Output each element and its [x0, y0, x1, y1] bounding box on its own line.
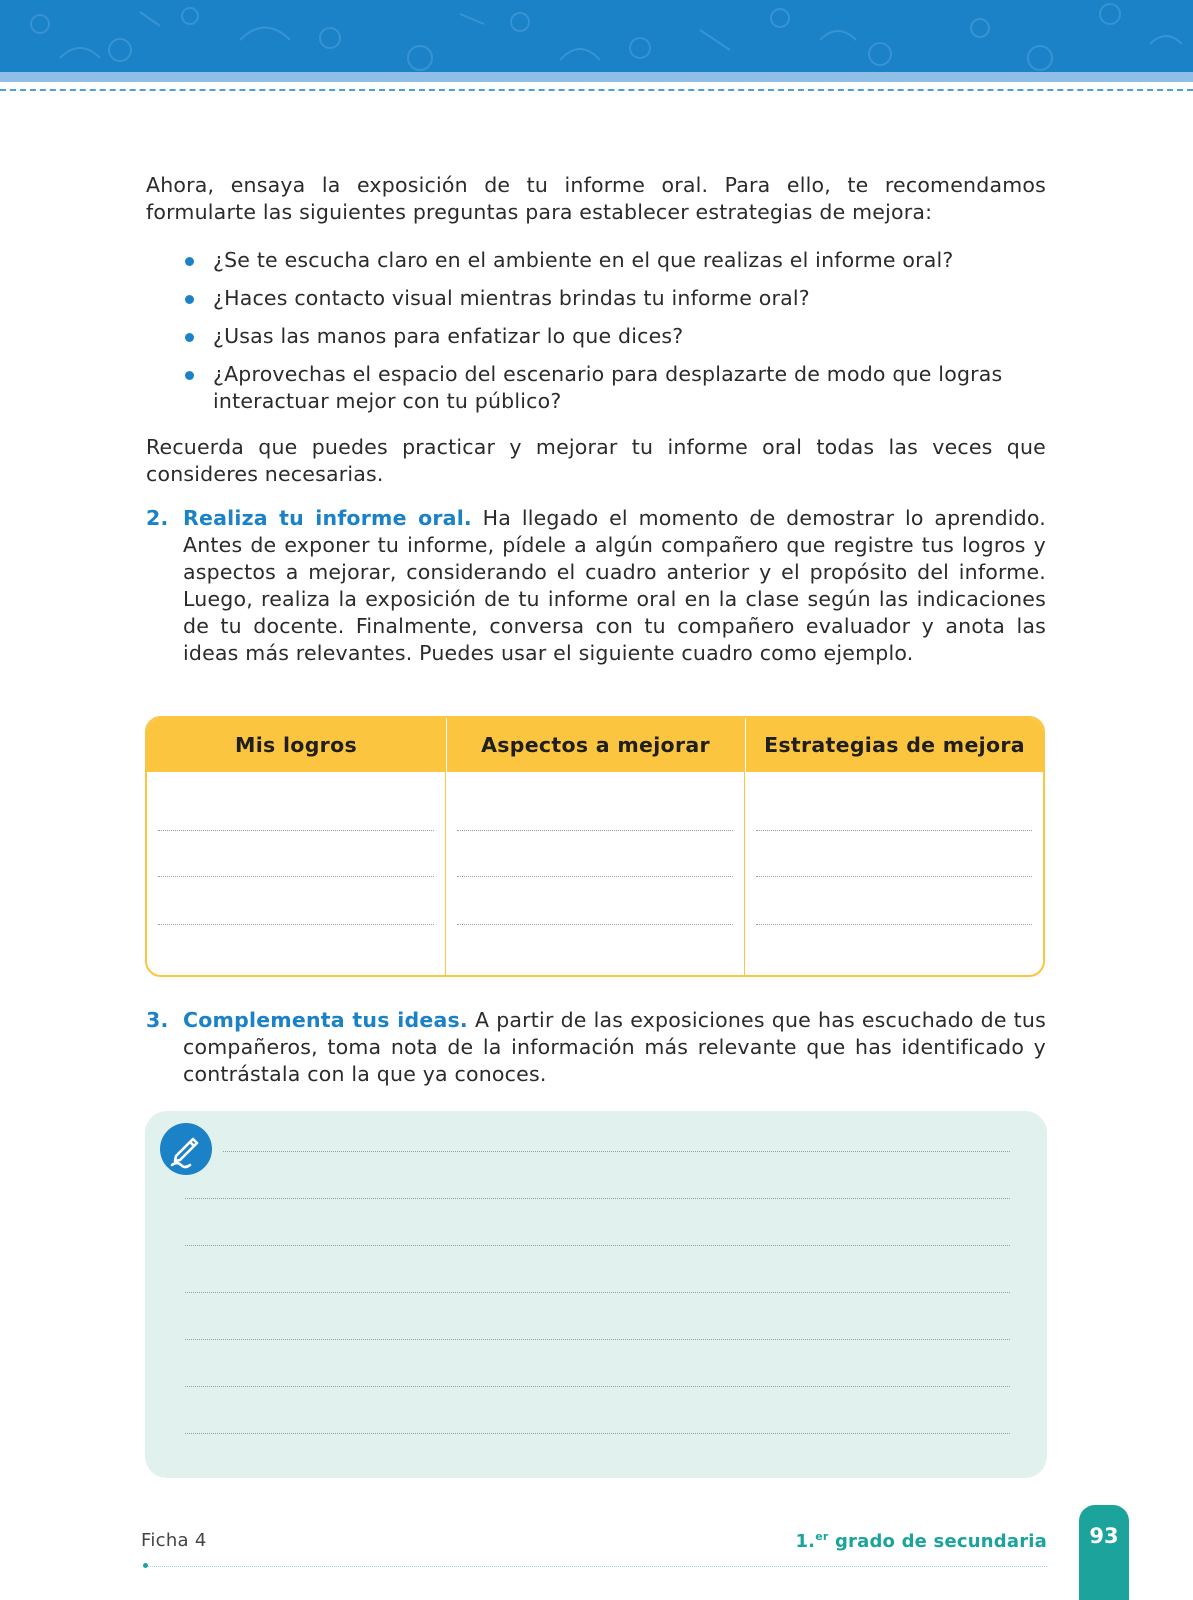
write-line[interactable] — [185, 1386, 1010, 1387]
step-text: Ha llegado el momento de demostrar lo aprendido. Antes de exponer tu informe, pídele a algún compañero que registre tus logros y aspectos a mejorar, considerando el cuadro anterior y el propósito del informe. Luego, realiza la exposición de tu informe oral en la clase según las indicaciones de tu docente. Finalmente, conversa con tu compañero evaluador y anota las ideas más relevantes. Puedes usar el siguiente cuadro como ejemplo. — [183, 506, 1046, 665]
evaluation-table — [145, 716, 1045, 977]
page-number: 93 — [1079, 1505, 1129, 1600]
write-line[interactable] — [223, 1151, 1010, 1152]
write-line[interactable] — [185, 1198, 1010, 1199]
column-header: Aspectos a mejorar — [446, 718, 744, 772]
header-dashed-rule — [0, 89, 1193, 91]
write-line[interactable] — [756, 830, 1032, 831]
table-column — [147, 718, 445, 975]
write-line[interactable] — [158, 830, 434, 831]
step-3 — [146, 1007, 1046, 1088]
write-line[interactable] — [457, 830, 733, 831]
step-number: 3. — [146, 1008, 169, 1032]
column-header: Estrategias de mejora — [745, 718, 1043, 772]
bullet-dot-icon — [185, 295, 194, 304]
footer-grade: 1.$^{er}$ grado de secundaria — [795, 1530, 1047, 1552]
doodle-pattern — [0, 0, 1193, 72]
bullet-dot-icon — [185, 333, 194, 342]
list-item: ¿Aprovechas el espacio del escenario para desplazarte de modo que logras interactuar mejor con tu público? — [146, 361, 1046, 415]
intro-paragraph: Ahora, ensaya la exposición de tu informe oral. Para ello, te recomendamos formularte las siguientes preguntas para establecer estrategias de mejora: — [146, 173, 1046, 224]
footer-dot — [143, 1563, 148, 1568]
reminder-paragraph: Recuerda que puedes practicar y mejorar tu informe oral todas las veces que consideres necesarias. — [146, 435, 1046, 486]
header-banner — [0, 0, 1193, 72]
step-body — [183, 1007, 1046, 1088]
write-line[interactable] — [185, 1339, 1010, 1340]
header-stripe — [0, 72, 1193, 82]
table-column — [445, 718, 744, 975]
question-list — [146, 247, 1046, 426]
write-line[interactable] — [756, 924, 1032, 925]
footer-ficha: Ficha 4 — [141, 1530, 207, 1551]
step-lead: Complementa tus ideas. — [183, 1008, 468, 1032]
list-item: ¿Usas las manos para enfatizar lo que dices? — [146, 323, 1046, 350]
write-line[interactable] — [158, 876, 434, 877]
bullet-dot-icon — [185, 371, 194, 380]
write-line[interactable] — [457, 876, 733, 877]
notes-box — [145, 1111, 1047, 1478]
write-line[interactable] — [185, 1433, 1010, 1434]
list-item: ¿Haces contacto visual mientras brindas tu informe oral? — [146, 285, 1046, 312]
bullet-dot-icon — [185, 257, 194, 266]
step-text: A partir de las exposiciones que has escuchado de tus compañeros, toma nota de la información más relevante que has identificado y contrástala con la que ya conoces. — [183, 1008, 1046, 1086]
footer-rule — [146, 1566, 1047, 1567]
write-line[interactable] — [457, 924, 733, 925]
write-line[interactable] — [185, 1245, 1010, 1246]
pencil-icon — [160, 1123, 212, 1175]
write-line[interactable] — [185, 1292, 1010, 1293]
step-body — [183, 505, 1046, 667]
step-number: 2. — [146, 506, 169, 530]
write-line[interactable] — [756, 876, 1032, 877]
step-2 — [146, 505, 1046, 667]
column-header: Mis logros — [147, 718, 445, 772]
table-column — [744, 718, 1043, 975]
step-lead: Realiza tu informe oral. — [183, 506, 472, 530]
list-item: ¿Se te escucha claro en el ambiente en el que realizas el informe oral? — [146, 247, 1046, 274]
write-line[interactable] — [158, 924, 434, 925]
